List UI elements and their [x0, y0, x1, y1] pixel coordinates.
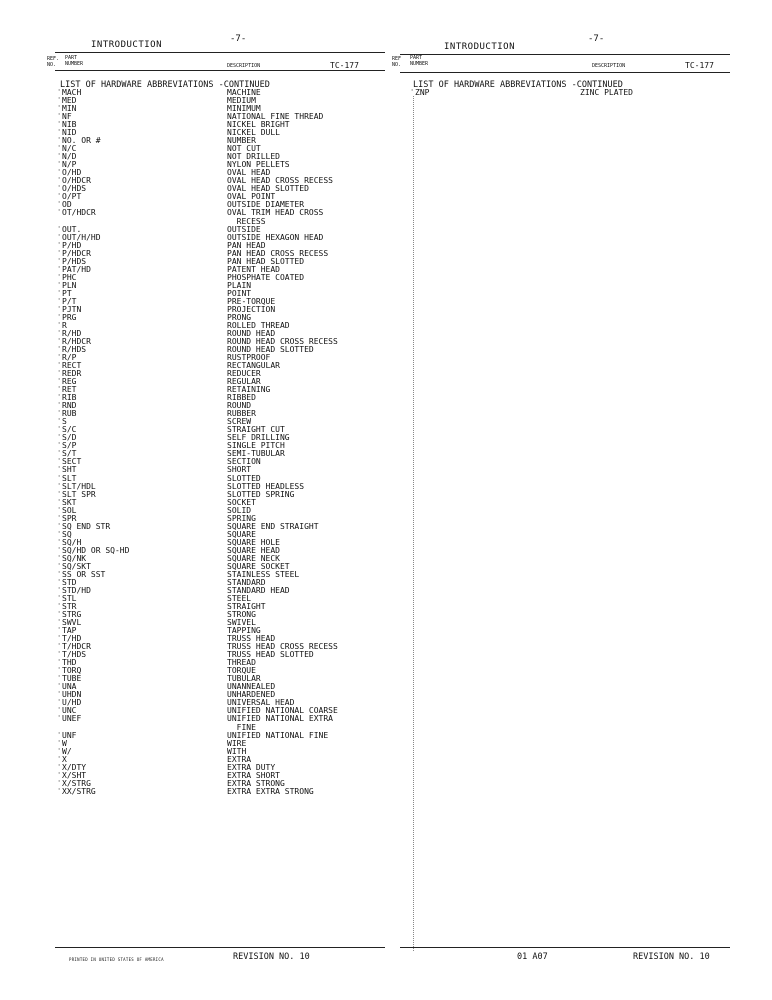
list-item — [55, 707, 385, 715]
list-item — [55, 226, 385, 234]
part-number-header: PART NUMBER — [410, 55, 429, 67]
abbreviation-meaning: STRONG — [227, 610, 256, 620]
abbreviation-meaning: UNIFIED NATIONAL EXTRA FINE — [227, 714, 333, 732]
abbreviation-meaning: MACHINE — [227, 88, 261, 97]
abbreviation: ' SWVL — [62, 619, 81, 627]
abbreviation: ' REG — [62, 378, 76, 386]
abbreviation: ' SLT/HDL — [62, 483, 96, 491]
list-item — [55, 466, 385, 474]
list-item — [55, 442, 385, 450]
abbreviation: ' S/T — [62, 450, 76, 458]
list-item — [55, 691, 385, 699]
list-title: LIST OF HARDWARE ABBREVIATIONS -CONTINUED — [413, 80, 623, 90]
abbreviation: ' X/DTY — [62, 764, 86, 772]
abbreviation: ' SKT — [62, 499, 76, 507]
abbreviation-meaning: SQUARE — [227, 529, 256, 539]
list-item — [55, 322, 385, 330]
abbreviation: ' TAP — [62, 627, 76, 635]
list-item — [55, 531, 385, 539]
abbreviation: ' MIN — [62, 105, 76, 113]
abbreviation: ' RND — [62, 402, 76, 410]
abbreviation: ' THD — [62, 659, 76, 667]
abbreviation: ' T/HDS — [62, 651, 86, 659]
list-item — [55, 667, 385, 675]
abbreviation: ' O/PT — [62, 193, 81, 201]
list-item — [55, 740, 385, 748]
abbreviation: ' T/HD — [62, 635, 81, 643]
abbreviation: ' SPR — [62, 515, 76, 523]
list-item — [55, 434, 385, 442]
abbreviation: ' N/C — [62, 145, 76, 153]
abbreviation: ' RECT — [62, 362, 81, 370]
description-header: DESCRIPTION — [227, 63, 261, 69]
abbreviation: ' S/C — [62, 426, 76, 434]
abbreviation-meaning: PAN HEAD — [227, 240, 266, 250]
abbreviation: ' PT — [62, 290, 72, 298]
abbreviation: ' TUBE — [62, 675, 81, 683]
abbreviation-meaning: PLAIN — [227, 280, 252, 290]
abbreviation-meaning: NUMBER — [227, 136, 256, 146]
abbreviation: ' O/HDCR — [62, 177, 91, 185]
ref-guide-line — [413, 96, 414, 951]
abbreviation: ' NF — [62, 113, 72, 121]
abbreviation-meaning: TRUSS HEAD — [227, 634, 276, 644]
abbreviation-meaning: PROJECTION — [227, 304, 276, 314]
abbreviation-meaning: RUBBER — [227, 409, 256, 419]
abbreviation-meaning: UNIFIED NATIONAL COARSE — [227, 706, 338, 716]
list-item — [55, 772, 385, 780]
abbreviation-meaning: NICKEL DULL — [227, 128, 280, 138]
list-item — [55, 169, 385, 177]
abbreviation: ' STR — [62, 603, 76, 611]
list-item — [55, 450, 385, 458]
abbreviation-meaning: SLOTTED HEADLESS — [227, 481, 305, 491]
abbreviation: ' XX/STRG — [62, 788, 96, 796]
abbreviation-meaning: PAN HEAD CROSS RECESS — [227, 248, 329, 258]
abbreviation-meaning: RETAINING — [227, 385, 271, 395]
abbreviation: ' STD/HD — [62, 587, 91, 595]
list-item — [55, 675, 385, 683]
abbreviation-meaning: STAINLESS STEEL — [227, 569, 300, 579]
abbreviation-meaning: SPRING — [227, 513, 256, 523]
abbreviation: ' STL — [62, 595, 76, 603]
list-title: LIST OF HARDWARE ABBREVIATIONS -CONTINUED — [60, 80, 270, 90]
abbreviation-meaning: OVAL TRIM HEAD CROSS RECESS — [227, 208, 324, 226]
abbreviation-meaning: NYLON PELLETS — [227, 160, 290, 170]
list-item — [55, 209, 385, 225]
abbreviation: ' O/HDS — [62, 185, 86, 193]
abbreviation-meaning: PATENT HEAD — [227, 264, 280, 274]
abbreviation: ' MED — [62, 97, 76, 105]
abbreviation-meaning: SQUARE END STRAIGHT — [227, 521, 319, 531]
page-number: -7- — [588, 34, 605, 44]
list-item — [55, 258, 385, 266]
list-item — [55, 129, 385, 137]
list-item — [55, 121, 385, 129]
list-item — [55, 756, 385, 764]
abbreviation-meaning: OUTSIDE DIAMETER — [227, 200, 305, 210]
list-item — [55, 242, 385, 250]
list-item — [55, 290, 385, 298]
abbreviation: ' PRG — [62, 314, 76, 322]
description-header: DESCRIPTION — [592, 63, 626, 69]
abbreviation-meaning: RIBBED — [227, 393, 256, 403]
abbreviation: ' ZNP — [415, 89, 429, 97]
list-item — [55, 619, 385, 627]
list-item — [55, 627, 385, 635]
abbreviation: ' SLT SPR — [62, 491, 96, 499]
list-item — [55, 595, 385, 603]
abbreviation-list — [400, 89, 730, 97]
abbreviation-meaning: TAPPING — [227, 626, 261, 636]
abbreviation: ' PLN — [62, 282, 76, 290]
abbreviation-meaning: REDUCER — [227, 369, 261, 379]
abbreviation: ' OD — [62, 201, 72, 209]
abbreviation: ' PAT/HD — [62, 266, 91, 274]
list-item — [55, 338, 385, 346]
list-item — [55, 282, 385, 290]
abbreviation: ' R/HDS — [62, 346, 86, 354]
list-item — [55, 611, 385, 619]
abbreviation-meaning: NATIONAL FINE THREAD — [227, 112, 324, 122]
list-item — [55, 298, 385, 306]
abbreviation-meaning: ROUND HEAD — [227, 328, 276, 338]
abbreviation-meaning: NOT DRILLED — [227, 152, 280, 162]
abbreviation-meaning: SWIVEL — [227, 618, 256, 628]
abbreviation: ' X/STRG — [62, 780, 91, 788]
list-item — [55, 177, 385, 185]
abbreviation: ' U/HD — [62, 699, 81, 707]
abbreviation: ' S — [62, 418, 67, 426]
abbreviation-meaning: SHORT — [227, 465, 252, 475]
abbreviation: ' SQ/HD OR SQ-HD — [62, 547, 129, 555]
abbreviation-meaning: UNANNEALED — [227, 682, 276, 692]
abbreviation-meaning: EXTRA — [227, 754, 252, 764]
abbreviation-meaning: SLOTTED SPRING — [227, 489, 295, 499]
abbreviation: ' NIB — [62, 121, 76, 129]
abbreviation: ' SQ END STR — [62, 523, 110, 531]
abbreviation-meaning: NICKEL BRIGHT — [227, 120, 290, 130]
abbreviation: ' R/HD — [62, 330, 81, 338]
document-code: 01 A07 — [517, 952, 548, 962]
ref-no-header: REF. NO. — [47, 56, 60, 68]
abbreviation-meaning: OVAL POINT — [227, 192, 276, 202]
abbreviation: ' MACH — [62, 89, 81, 97]
list-item — [55, 651, 385, 659]
part-number-header: PART NUMBER — [65, 55, 84, 67]
abbreviation: ' UNA — [62, 683, 76, 691]
abbreviation-meaning: SELF DRILLING — [227, 433, 290, 443]
abbreviation-meaning: SQUARE HOLE — [227, 537, 280, 547]
abbreviation-meaning: EXTRA SHORT — [227, 770, 280, 780]
abbreviation-meaning: OVAL HEAD CROSS RECESS — [227, 176, 333, 186]
list-item — [400, 89, 730, 97]
list-item — [55, 113, 385, 121]
abbreviation: ' SQ/NK — [62, 555, 86, 563]
abbreviation-meaning: OVAL HEAD SLOTTED — [227, 184, 309, 194]
abbreviation: ' O/HD — [62, 169, 81, 177]
abbreviation-meaning: STANDARD HEAD — [227, 585, 290, 595]
abbreviation-meaning: STANDARD — [227, 577, 266, 587]
list-item — [55, 780, 385, 788]
abbreviation-meaning: SEMI-TUBULAR — [227, 449, 285, 459]
abbreviation: ' SOL — [62, 507, 76, 515]
abbreviation-meaning: SECTION — [227, 457, 261, 467]
abbreviation-meaning: ZINC PLATED — [580, 88, 633, 97]
abbreviation: ' NO. OR # — [62, 137, 101, 145]
abbreviation: ' NID — [62, 129, 76, 137]
abbreviation: ' UNEF — [62, 715, 81, 723]
abbreviation-meaning: EXTRA EXTRA STRONG — [227, 786, 314, 796]
abbreviation: ' SS OR SST — [62, 571, 105, 579]
abbreviation-meaning: STEEL — [227, 593, 252, 603]
abbreviation: ' S/P — [62, 442, 76, 450]
list-item — [55, 499, 385, 507]
abbreviation-meaning: EXTRA DUTY — [227, 762, 276, 772]
list-item — [55, 137, 385, 145]
abbreviation-list — [55, 89, 385, 796]
list-item — [55, 643, 385, 651]
abbreviation-meaning: OUTSIDE — [227, 224, 261, 234]
abbreviation-meaning: OUTSIDE HEXAGON HEAD — [227, 232, 324, 242]
abbreviation-meaning: WITH — [227, 746, 247, 756]
abbreviation: ' OT/HDCR — [62, 209, 96, 217]
abbreviation-meaning: PRE-TORQUE — [227, 296, 276, 306]
abbreviation-meaning: UNIFIED NATIONAL FINE — [227, 730, 329, 740]
abbreviation-meaning: WIRE — [227, 738, 247, 748]
list-item — [55, 603, 385, 611]
abbreviation-meaning: PRONG — [227, 312, 252, 322]
list-item — [55, 659, 385, 667]
tc-number: TC-177 — [685, 61, 714, 70]
list-item — [55, 145, 385, 153]
list-item — [55, 193, 385, 201]
abbreviation: ' X/SHT — [62, 772, 86, 780]
list-item — [55, 306, 385, 314]
abbreviation-meaning: SQUARE NECK — [227, 553, 280, 563]
abbreviation-meaning: ROUND HEAD CROSS RECESS — [227, 336, 338, 346]
list-item — [55, 89, 385, 97]
abbreviation: ' X — [62, 756, 67, 764]
abbreviation-meaning: ROUND HEAD SLOTTED — [227, 345, 314, 355]
header-rule-bottom — [400, 72, 730, 73]
list-item — [55, 555, 385, 563]
abbreviation-meaning: TRUSS HEAD CROSS RECESS — [227, 642, 338, 652]
list-item — [55, 386, 385, 394]
revision-number: REVISION NO. 10 — [633, 952, 710, 962]
list-item — [55, 410, 385, 418]
abbreviation: ' SHT — [62, 466, 76, 474]
list-item — [55, 475, 385, 483]
abbreviation-meaning: RUSTPROOF — [227, 353, 271, 363]
list-item — [55, 161, 385, 169]
section-heading: INTRODUCTION — [444, 42, 516, 52]
abbreviation-meaning: PAN HEAD SLOTTED — [227, 256, 305, 266]
list-item — [55, 185, 385, 193]
header-rule-bottom — [55, 70, 385, 71]
abbreviation: ' STRG — [62, 611, 81, 619]
abbreviation: ' SQ — [62, 531, 72, 539]
list-item — [55, 715, 385, 731]
abbreviation-meaning: RECTANGULAR — [227, 361, 280, 371]
abbreviation: ' RIB — [62, 394, 76, 402]
abbreviation: ' SQ/SKT — [62, 563, 91, 571]
ref-no-header: REF NO. — [392, 56, 402, 68]
abbreviation: ' T/HDCR — [62, 643, 91, 651]
abbreviation: ' TORQ — [62, 667, 81, 675]
abbreviation-meaning: SOCKET — [227, 497, 256, 507]
list-item — [55, 732, 385, 740]
abbreviation-meaning: UNHARDENED — [227, 690, 276, 700]
abbreviation-meaning: MEDIUM — [227, 96, 256, 106]
abbreviation-meaning: THREAD — [227, 658, 256, 668]
abbreviation-meaning: OVAL HEAD — [227, 168, 271, 178]
list-item — [55, 418, 385, 426]
abbreviation: ' R/P — [62, 354, 76, 362]
abbreviation: ' OUT. — [62, 226, 81, 234]
abbreviation: ' UHDN — [62, 691, 81, 699]
abbreviation: ' RUB — [62, 410, 76, 418]
abbreviation: ' S/D — [62, 434, 76, 442]
abbreviation: ' P/HDCR — [62, 250, 91, 258]
abbreviation: ' N/D — [62, 153, 76, 161]
list-item — [55, 426, 385, 434]
abbreviation-meaning: PHOSPHATE COATED — [227, 272, 305, 282]
abbreviation: ' P/T — [62, 298, 76, 306]
list-item — [55, 105, 385, 113]
list-item — [55, 571, 385, 579]
list-item — [55, 378, 385, 386]
left-page — [47, 0, 385, 1000]
abbreviation-meaning: SLOTTED — [227, 473, 261, 483]
header-rule-top — [55, 52, 385, 53]
list-item — [55, 274, 385, 282]
abbreviation-meaning: SQUARE SOCKET — [227, 561, 290, 571]
abbreviation-meaning: SQUARE HEAD — [227, 545, 280, 555]
abbreviation-meaning: ROLLED THREAD — [227, 320, 290, 330]
list-item — [55, 683, 385, 691]
abbreviation: ' R/HDCR — [62, 338, 91, 346]
list-item — [55, 201, 385, 209]
abbreviation: ' OUT/H/HD — [62, 234, 101, 242]
revision-number: REVISION NO. 10 — [233, 952, 310, 962]
list-item — [55, 362, 385, 370]
abbreviation: ' P/HD — [62, 242, 81, 250]
list-item — [55, 394, 385, 402]
header-rule-top — [400, 54, 730, 55]
list-item — [55, 748, 385, 756]
section-heading: INTRODUCTION — [91, 40, 163, 50]
abbreviation: ' PJTN — [62, 306, 81, 314]
abbreviation: ' R — [62, 322, 67, 330]
list-item — [55, 587, 385, 595]
abbreviation-meaning: REGULAR — [227, 377, 261, 387]
abbreviation: ' PHC — [62, 274, 76, 282]
abbreviation-meaning: POINT — [227, 288, 252, 298]
abbreviation: ' RET — [62, 386, 76, 394]
abbreviation-meaning: SCREW — [227, 417, 252, 427]
abbreviation-meaning: TUBULAR — [227, 674, 261, 684]
abbreviation-meaning: UNIVERSAL HEAD — [227, 698, 295, 708]
abbreviation-meaning: SINGLE PITCH — [227, 441, 285, 451]
abbreviation: ' STD — [62, 579, 76, 587]
abbreviation: ' SECT — [62, 458, 81, 466]
list-item — [55, 579, 385, 587]
list-item — [55, 507, 385, 515]
list-item — [55, 547, 385, 555]
page-number: -7- — [230, 34, 247, 44]
list-item — [55, 458, 385, 466]
list-item — [55, 266, 385, 274]
abbreviation: ' UNF — [62, 732, 76, 740]
abbreviation: ' N/P — [62, 161, 76, 169]
list-item — [55, 250, 385, 258]
list-item — [55, 788, 385, 796]
list-item — [55, 97, 385, 105]
abbreviation: ' P/HDS — [62, 258, 86, 266]
right-page — [392, 0, 730, 1000]
abbreviation-meaning: TORQUE — [227, 666, 256, 676]
list-item — [55, 370, 385, 378]
abbreviation-meaning: ROUND — [227, 401, 252, 411]
abbreviation: ' W/ — [62, 748, 72, 756]
list-item — [55, 491, 385, 499]
abbreviation-meaning: NOT CUT — [227, 144, 261, 154]
abbreviation-meaning: MINIMUM — [227, 104, 261, 114]
abbreviation-meaning: STRAIGHT — [227, 602, 266, 612]
list-item — [55, 483, 385, 491]
abbreviation-meaning: SOLID — [227, 505, 252, 515]
abbreviation: ' REDR — [62, 370, 81, 378]
list-item — [55, 314, 385, 322]
footer-rule — [55, 947, 385, 948]
list-item — [55, 234, 385, 242]
tc-number: TC-177 — [330, 61, 359, 70]
abbreviation-meaning: TRUSS HEAD SLOTTED — [227, 650, 314, 660]
list-item — [55, 346, 385, 354]
footer-rule — [400, 947, 730, 948]
abbreviation-meaning: EXTRA STRONG — [227, 778, 285, 788]
abbreviation: ' UNC — [62, 707, 76, 715]
abbreviation-meaning: STRAIGHT CUT — [227, 425, 285, 435]
list-item — [55, 153, 385, 161]
abbreviation: ' W — [62, 740, 67, 748]
abbreviation: ' SQ/H — [62, 539, 81, 547]
list-item — [55, 523, 385, 531]
list-item — [55, 402, 385, 410]
list-item — [55, 354, 385, 362]
list-item — [55, 764, 385, 772]
printed-note: PRINTED IN UNITED STATES OF AMERICA — [69, 957, 164, 962]
abbreviation: ' SLT — [62, 475, 76, 483]
